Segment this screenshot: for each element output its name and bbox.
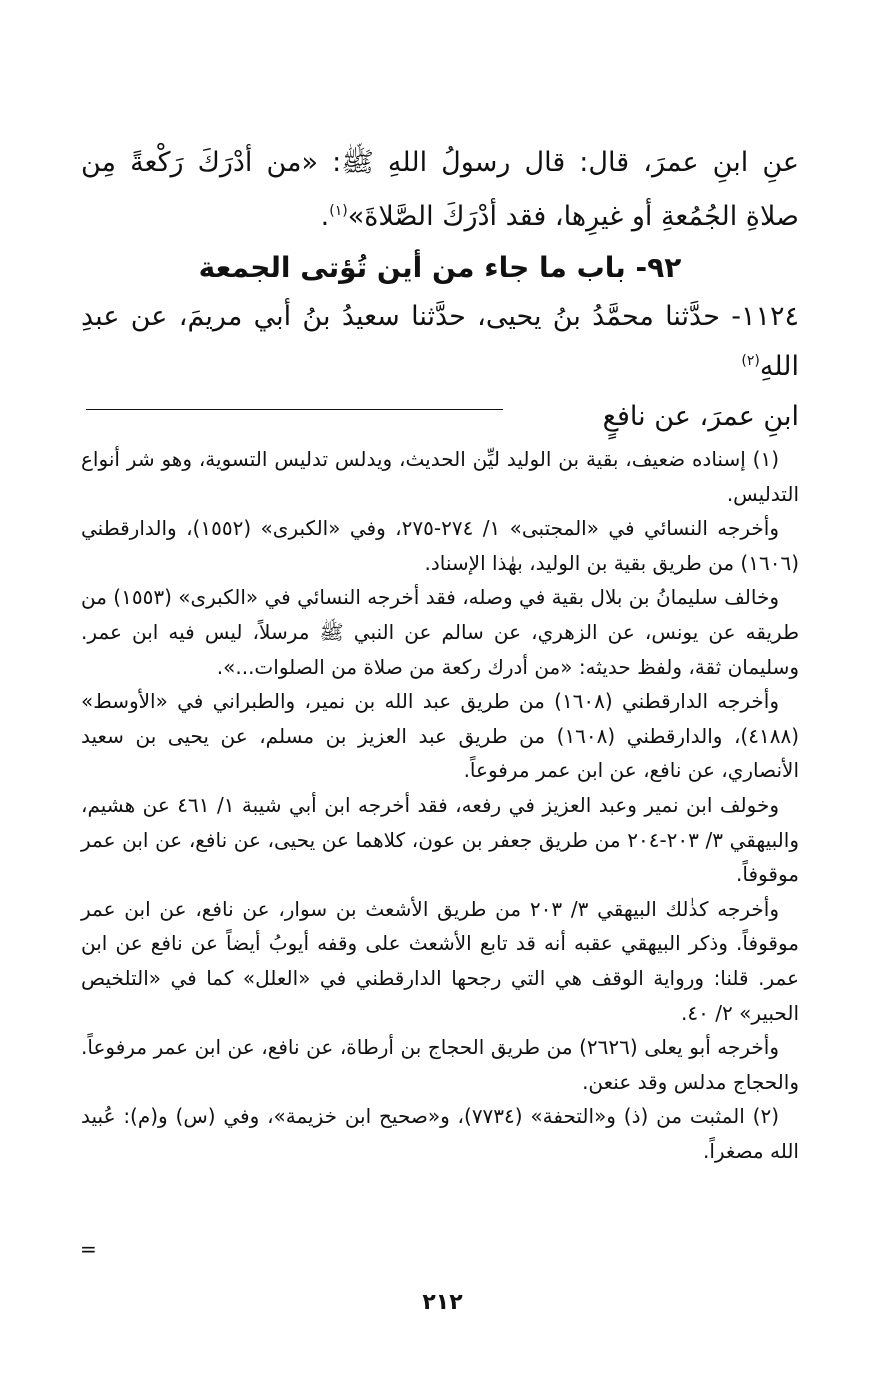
main-text [81, 136, 799, 442]
footnote-paragraph: وأخرجه النسائي في «المجتبى» ١/ ٢٧٤-٢٧٥، وفي «الكبرى» (١٥٥٢)، والدارقطني (١٦٠٦) من طريق بقية بن الوليد، بهٰذا الإسناد. [81, 516, 799, 575]
chapter-heading: ٩٢- باب ما جاء من أين تُؤتى الجمعة [198, 251, 682, 284]
hadith-paragraph [81, 136, 799, 244]
footnote-paragraph: وخولف ابن نمير وعبد العزيز في رفعه، فقد أخرجه ابن أبي شيبة ١/ ٤٦١ عن هشيم، والبيهقي ٣/ ٢٠٣-٢٠٤ من طريق جعفر بن عون، كلاهما عن يحيى، عن نافع، عن ابن عمر موقوفاً. [81, 792, 799, 887]
narration-text: ١١٢٤- حدَّثنا محمَّدُ بنُ يحيى، حدَّثنا سعيدُ بنُ أبي مريمَ، عن عبدِ اللهِ [81, 301, 799, 382]
footnote-paragraph: وأخرجه الدارقطني (١٦٠٨) من طريق عبد الله بن نمير، والطبراني في «الأوسط» (٤١٨٨)، والدارقطني (١٦٠٨) من طريق عبد العزيز بن مسلم، عن يحيى بن سعيد الأنصاري، عن نافع، عن ابن عمر مرفوعاً. [81, 689, 799, 783]
footnote-paragraph: وخالف سليمانُ بن بلال بقية في وصله، فقد أخرجه النسائي في «الكبرى» (١٥٥٣) من طريقه عن يونس، عن الزهري، عن سالم عن النبي ﷺ مرسلاً، ليس فيه ابن عمر. وسليمان ثقة، ولفظ حديثه: «من أدرك ركعة من صلاة من الصلوات...». [81, 585, 799, 679]
page-number: ٢١٢ [422, 1290, 463, 1315]
footnote-paragraph: وأخرجه كذٰلك البيهقي ٣/ ٢٠٣ من طريق الأشعث بن سوار، عن نافع، عن ابن عمر موقوفاً. وذكر البيهقي عقبه أنه قد تابع الأشعث على وقفه أيوبُ أيضاً عن نافع عن ابن عمر. قلنا: ورواية الوقف هي التي رجحها الدارقطني في «العلل» كما في «التلخيص الحبير» ٢/ ٤٠. [81, 896, 799, 1025]
narration-continuation: ابنِ عمرَ، عن نافعٍ [602, 401, 799, 432]
narration-paragraph [81, 292, 799, 442]
continuation-mark: = [80, 1237, 97, 1261]
footnote-paragraph: (١) إسناده ضعيف، بقية بن الوليد ليِّن الحديث، ويدلس تدليس التسوية، وهو شر أنواع التدليس. [81, 447, 799, 506]
footnote-paragraph: (٢) المثبت من (ذ) و«التحفة» (٧٧٣٤)، و«صحيح ابن خزيمة»، وفي (س) و(م): عُبيد الله مصغراً. [81, 1104, 799, 1163]
footnote-ref-2: (٢) [741, 353, 760, 369]
footnote-paragraph: وأخرجه أبو يعلى (٢٦٢٦) من طريق الحجاج بن أرطاة، عن نافع، عن ابن عمر مرفوعاً. والحجاج مدلس وقد عنعن. [81, 1035, 799, 1094]
footnotes [81, 442, 799, 1168]
hadith-end: . [320, 201, 330, 232]
hadith-text: عنِ ابنِ عمرَ، قال: قال رسولُ اللهِ ﷺ: «من أدْرَكَ رَكْعةً مِن صلاةِ الجُمُعةِ أو غيرِها، فقد أدْرَكَ الصَّلاةَ» [81, 147, 799, 232]
footnote-separator [86, 409, 503, 410]
footnote-ref-1: (١) [329, 203, 348, 219]
